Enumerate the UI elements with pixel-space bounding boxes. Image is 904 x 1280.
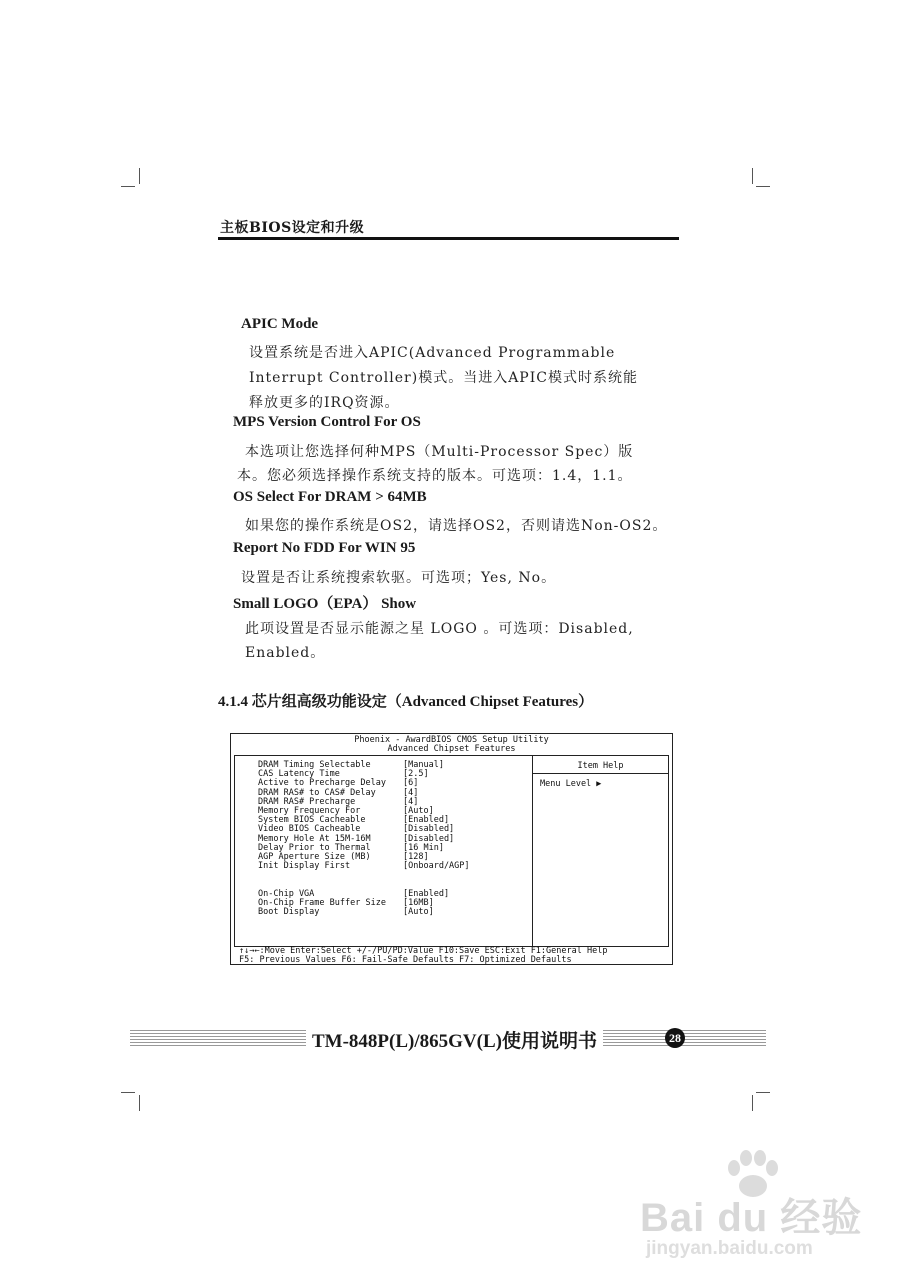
crop-mark (121, 186, 135, 187)
setting-label: Delay Prior to Thermal (258, 842, 371, 853)
setting-value[interactable]: [Auto] (403, 805, 434, 816)
chipset-section-title: 4.1.4 芯片组高级功能设定（Advanced Chipset Features） (218, 694, 594, 710)
bios-divider (532, 756, 533, 946)
setting-value[interactable]: [2.5] (403, 769, 429, 780)
bios-key-legend (239, 947, 607, 965)
crop-mark (139, 168, 140, 184)
setting-label: Boot Display (258, 907, 320, 917)
watermark-brand: Bai du 经验 (640, 1196, 863, 1240)
paragraph-line: Enabled。 (245, 645, 326, 661)
setting-value[interactable]: [Enabled] (403, 815, 450, 826)
section-heading: MPS Version Control For OS (233, 414, 421, 430)
bios-subtitle-line: Advanced Chipset Features (387, 744, 516, 754)
setting-value[interactable]: [Enabled] (403, 888, 450, 899)
setting-label: AGP Aperture Size (MB) (258, 851, 371, 862)
bios-key-legend-line: ↑↓→←:Move Enter:Select +/-/PU/PD:Value F10:Save ESC:Exit F1:General Help (239, 946, 608, 956)
bios-help-title: Item Help (577, 761, 624, 771)
paragraph-line: 释放更多的IRQ资源。 (249, 395, 400, 411)
setting-value[interactable]: [Disabled] (403, 833, 455, 844)
section-heading: APIC Mode (241, 316, 319, 332)
setting-label: CAS Latency Time (258, 769, 340, 780)
setting-label: DRAM Timing Selectable (258, 760, 371, 770)
setting-value[interactable]: [16 Min] (403, 842, 444, 853)
section-heading: Report No FDD For WIN 95 (233, 540, 416, 556)
setting-label: DRAM RAS# to CAS# Delay (258, 787, 376, 798)
setting-value[interactable]: [Onboard/AGP] (403, 861, 470, 872)
crop-mark (121, 1092, 135, 1093)
setting-value[interactable]: [16MB] (403, 897, 434, 908)
paragraph-line: 设置是否让系统搜索软驱。可选项；Yes, No。 (241, 570, 557, 586)
watermark-url: jingyan.baidu.com (646, 1238, 813, 1259)
crop-mark (756, 186, 770, 187)
paragraph-line: 此项设置是否显示能源之星 LOGO 。可选项：Disabled, (245, 621, 634, 637)
page-number-badge: 28 (665, 1028, 685, 1048)
bios-panel (234, 755, 669, 947)
setting-label: On-Chip VGA (258, 888, 315, 899)
setting-value[interactable]: [128] (403, 851, 429, 862)
paragraph-line: 设置系统是否进入APIC(Advanced Programmable (249, 345, 616, 361)
setting-label: Memory Frequency For (258, 805, 361, 816)
page-header-title: 主板BIOS设定和升级 (220, 220, 365, 236)
bios-title (231, 736, 672, 754)
baidu-watermark (640, 1150, 863, 1260)
crop-mark (139, 1095, 140, 1111)
paragraph-line: 如果您的操作系统是OS2，请选择OS2，否则请选Non-OS2。 (245, 518, 668, 534)
header-rule (218, 237, 679, 240)
crop-mark (752, 168, 753, 184)
crop-mark (756, 1092, 770, 1093)
setting-label: DRAM RAS# Precharge (258, 796, 356, 807)
setting-label: Video BIOS Cacheable (258, 824, 361, 835)
setting-value[interactable]: [6] (403, 778, 419, 789)
section-heading: OS Select For DRAM > 64MB (233, 489, 427, 505)
paragraph-line: Interrupt Controller)模式。当进入APIC模式时系统能 (249, 370, 638, 386)
bios-title-line: Phoenix - AwardBIOS CMOS Setup Utility (354, 735, 549, 745)
bios-menu-level: Menu Level ▶ (540, 779, 602, 789)
paragraph-line: 本选项让您选择何种MPS（Multi-Processor Spec）版 (245, 444, 634, 460)
setting-label: Active to Precharge Delay (258, 778, 386, 789)
section-heading: Small LOGO（EPA） Show (233, 596, 417, 612)
setting-value[interactable]: [Disabled] (403, 824, 455, 835)
paragraph-line: 本。您必须选择操作系统支持的版本。可选项：1.4，1.1。 (237, 468, 633, 484)
setting-label: Memory Hole At 15M-16M (258, 833, 371, 844)
setting-label: System BIOS Cacheable (258, 815, 366, 826)
footer-manual-title: TM-848P(L)/865GV(L)使用说明书 (306, 1026, 603, 1053)
setting-value[interactable]: [4] (403, 787, 419, 798)
setting-label: On-Chip Frame Buffer Size (258, 897, 386, 908)
bios-key-legend-line: F5: Previous Values F6: Fail-Safe Defaults F7: Optimized Defaults (239, 955, 572, 965)
bios-help-rule (533, 773, 668, 774)
setting-label: Init Display First (258, 861, 351, 872)
crop-mark (752, 1095, 753, 1111)
bios-screenshot (230, 733, 673, 965)
setting-value[interactable]: [Auto] (403, 907, 434, 917)
setting-value[interactable]: [4] (403, 796, 419, 807)
setting-value[interactable]: [Manual] (403, 760, 444, 770)
